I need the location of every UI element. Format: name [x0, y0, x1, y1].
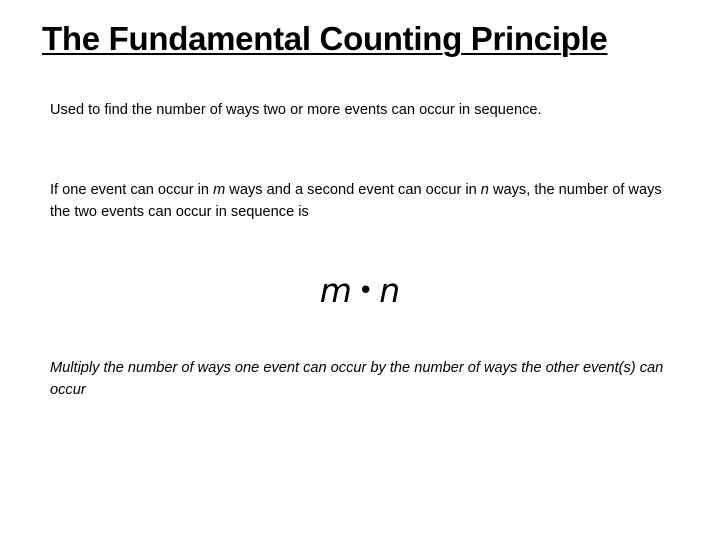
formula-m: m — [319, 271, 352, 310]
rule-var-n: n — [480, 182, 489, 198]
formula-n: n — [379, 271, 401, 310]
rule-text-part2: ways and a second event can occur in — [225, 182, 481, 198]
rule-text-part3: ways, the number of ways the two events can occur in sequence is — [50, 182, 662, 220]
slide-title: The Fundamental Counting Principle — [42, 20, 608, 57]
rule-text-part1: If one event can occur in — [50, 182, 214, 198]
rule-var-m: m — [213, 182, 226, 198]
intro-text: Used to find the number of ways two or more events can occur in sequence. — [50, 102, 542, 118]
rule-text — [50, 179, 680, 223]
formula — [0, 268, 720, 314]
formula-dot-operator: • — [357, 276, 374, 306]
note-text: Multiply the number of ways one event can occur by the number of ways the other event(s) can occur — [50, 360, 664, 398]
